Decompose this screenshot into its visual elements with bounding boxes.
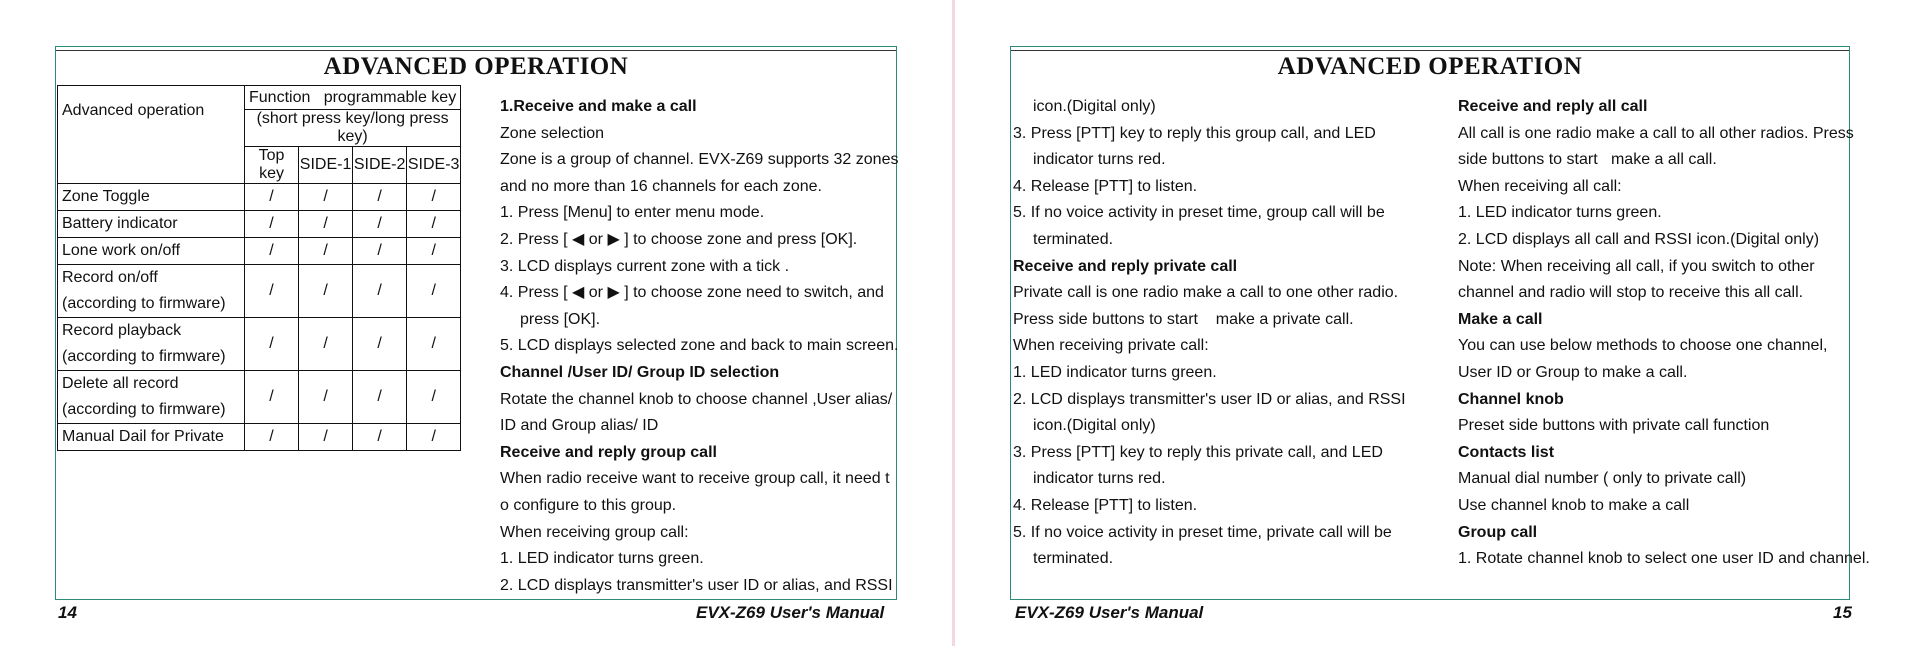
- text-line: 5. LCD displays selected zone and back to main screen.: [500, 337, 899, 355]
- text-line: terminated.: [1033, 550, 1114, 568]
- manual-footer: EVX-Z69 User's Manual: [1015, 603, 1204, 622]
- text-line: 2. Press [ ◀ or ▶ ] to choose zone and press [OK].: [500, 230, 858, 248]
- table-cell: /: [299, 211, 353, 238]
- left-text-column: [500, 94, 898, 599]
- text-line: Zone selection: [500, 124, 605, 142]
- table-header-row: [58, 86, 461, 110]
- text-line: 4. Release [PTT] to listen.: [1013, 496, 1198, 514]
- text-line: press [OK].: [520, 310, 601, 328]
- text-line: When radio receive want to receive group call, it need t: [500, 470, 890, 488]
- section-heading: Receive and reply private call: [1013, 257, 1238, 275]
- text-line: 2. LCD displays transmitter's user ID or alias, and RSSI: [1013, 390, 1406, 408]
- table-cell: /: [407, 318, 461, 371]
- row-label: [58, 318, 245, 371]
- right-text-column-1: [1013, 94, 1406, 573]
- text-line: Use channel knob to make a call: [1458, 496, 1690, 514]
- text-line: icon.(Digital only): [1033, 417, 1156, 435]
- section-heading: Receive and reply all call: [1458, 98, 1648, 115]
- section-heading: 1.Receive and make a call: [500, 98, 697, 115]
- text-line: 2. LCD displays all call and RSSI icon.(Digital only): [1458, 230, 1820, 248]
- text-line: 4. Release [PTT] to listen.: [1013, 177, 1198, 195]
- left-page: [0, 0, 952, 646]
- row-label: [58, 265, 245, 318]
- table-cell: /: [245, 265, 299, 318]
- table-cell: /: [353, 318, 407, 371]
- text-line: 2. LCD displays transmitter's user ID or alias, and RSSI: [500, 576, 893, 594]
- text-line: When receiving all call:: [1458, 177, 1622, 195]
- text-line: 3. Press [PTT] key to reply this group call, and LED: [1013, 124, 1376, 142]
- row-label-line2: (according to firmware): [62, 401, 226, 418]
- section-heading: Make a call: [1458, 310, 1543, 328]
- section-heading: Contacts list: [1458, 443, 1555, 461]
- text-line: 1. Rotate channel knob to select one user ID and channel.: [1458, 550, 1870, 568]
- header-function-key: [245, 86, 461, 110]
- page-title: ADVANCED OPERATION: [323, 53, 629, 80]
- table-cell: /: [299, 371, 353, 424]
- table-cell: /: [353, 211, 407, 238]
- table-cell: /: [245, 211, 299, 238]
- key-header: Top key: [245, 147, 299, 184]
- header-advanced-operation: Advanced operation: [58, 86, 245, 184]
- function-key-table: [57, 85, 461, 451]
- table-cell: /: [407, 265, 461, 318]
- table-row: [58, 265, 461, 318]
- row-label: Manual Dail for Private: [58, 424, 245, 451]
- text-line: 1. LED indicator turns green.: [1458, 204, 1662, 222]
- header-group-line1: Function programmable key: [249, 88, 457, 106]
- row-label-line2: (according to firmware): [62, 295, 226, 312]
- text-line: indicator turns red.: [1033, 151, 1166, 169]
- text-line: Zone is a group of channel. EVX-Z69 supports 32 zones: [500, 151, 899, 169]
- right-text-column-2: [1458, 94, 1870, 573]
- table-cell: /: [299, 184, 353, 211]
- text-line: channel and radio will stop to receive this all call.: [1458, 284, 1804, 302]
- row-label-line2: (according to firmware): [62, 348, 226, 365]
- table-cell: /: [407, 424, 461, 451]
- row-label-line1: Record playback: [62, 322, 182, 339]
- text-line: Private call is one radio make a call to one other radio.: [1013, 284, 1399, 302]
- row-label-line1: Delete all record: [62, 375, 179, 392]
- text-line: icon.(Digital only): [1033, 98, 1156, 115]
- table-cell: /: [407, 238, 461, 265]
- table-cell: /: [353, 371, 407, 424]
- table-cell: /: [245, 318, 299, 371]
- text-line: 1. Press [Menu] to enter menu mode.: [500, 204, 765, 222]
- text-line: When receiving group call:: [500, 523, 689, 541]
- right-page: [955, 0, 1909, 646]
- table-cell: /: [353, 424, 407, 451]
- text-line: Manual dial number ( only to private call): [1458, 470, 1747, 488]
- title-rule: [1011, 50, 1849, 51]
- text-line: 5. If no voice activity in preset time, group call will be: [1013, 204, 1385, 222]
- text-line: side buttons to start make a all call.: [1458, 151, 1717, 169]
- table-cell: /: [299, 238, 353, 265]
- text-line: Note: When receiving all call, if you switch to other: [1458, 257, 1815, 275]
- table-row: [58, 371, 461, 424]
- text-line: Preset side buttons with private call function: [1458, 417, 1770, 435]
- table-cell: /: [299, 318, 353, 371]
- text-line: When receiving private call:: [1013, 337, 1209, 355]
- page-title: ADVANCED OPERATION: [1277, 53, 1583, 80]
- row-label: Zone Toggle: [58, 184, 245, 211]
- text-line: Rotate the channel knob to choose channel ,User alias/: [500, 390, 893, 408]
- text-line: 1. LED indicator turns green.: [500, 550, 704, 568]
- key-header: SIDE-2: [353, 147, 407, 184]
- table-cell: /: [299, 424, 353, 451]
- table-cell: /: [407, 184, 461, 211]
- text-line: All call is one radio make a call to all other radios. Press: [1458, 124, 1854, 142]
- text-line: You can use below methods to choose one channel,: [1458, 337, 1828, 355]
- table-cell: /: [245, 371, 299, 424]
- text-line: indicator turns red.: [1033, 470, 1166, 488]
- row-label-line1: Record on/off: [62, 269, 158, 286]
- table-row: [58, 238, 461, 265]
- text-line: and no more than 16 channels for each zone.: [500, 177, 822, 195]
- text-line: 3. Press [PTT] key to reply this private call, and LED: [1013, 443, 1383, 461]
- table-cell: /: [245, 424, 299, 451]
- section-heading: Channel /User ID/ Group ID selection: [500, 363, 780, 381]
- table-cell: /: [353, 184, 407, 211]
- table-row: [58, 318, 461, 371]
- text-line: 1. LED indicator turns green.: [1013, 363, 1217, 381]
- table-row: [58, 211, 461, 238]
- table-cell: /: [245, 184, 299, 211]
- text-line: ID and Group alias/ ID: [500, 417, 659, 435]
- row-label: Battery indicator: [58, 211, 245, 238]
- text-line: terminated.: [1033, 230, 1114, 248]
- text-line: 5. If no voice activity in preset time, private call will be: [1013, 523, 1392, 541]
- table-cell: /: [245, 238, 299, 265]
- page-number: 14: [58, 603, 77, 622]
- text-line: 3. LCD displays current zone with a tick .: [500, 257, 790, 275]
- section-heading: Channel knob: [1458, 390, 1564, 408]
- row-label: Lone work on/off: [58, 238, 245, 265]
- manual-footer: EVX-Z69 User's Manual: [696, 603, 885, 622]
- table-cell: /: [353, 238, 407, 265]
- title-rule: [56, 50, 896, 51]
- table-row: [58, 184, 461, 211]
- table-row: [58, 424, 461, 451]
- table-cell: /: [299, 265, 353, 318]
- text-line: 4. Press [ ◀ or ▶ ] to choose zone need to switch, and: [500, 284, 884, 302]
- text-line: Press side buttons to start make a private call.: [1013, 310, 1354, 328]
- text-line: User ID or Group to make a call.: [1458, 363, 1688, 381]
- table-cell: /: [407, 371, 461, 424]
- header-press-type: (short press key/long press key): [245, 110, 461, 147]
- key-header: SIDE-1: [299, 147, 353, 184]
- section-heading: Receive and reply group call: [500, 443, 717, 461]
- row-label: [58, 371, 245, 424]
- table-cell: /: [407, 211, 461, 238]
- table-cell: /: [353, 265, 407, 318]
- text-line: o configure to this group.: [500, 496, 677, 514]
- page-number: 15: [1833, 603, 1852, 622]
- section-heading: Group call: [1458, 523, 1538, 541]
- key-header: SIDE-3: [407, 147, 461, 184]
